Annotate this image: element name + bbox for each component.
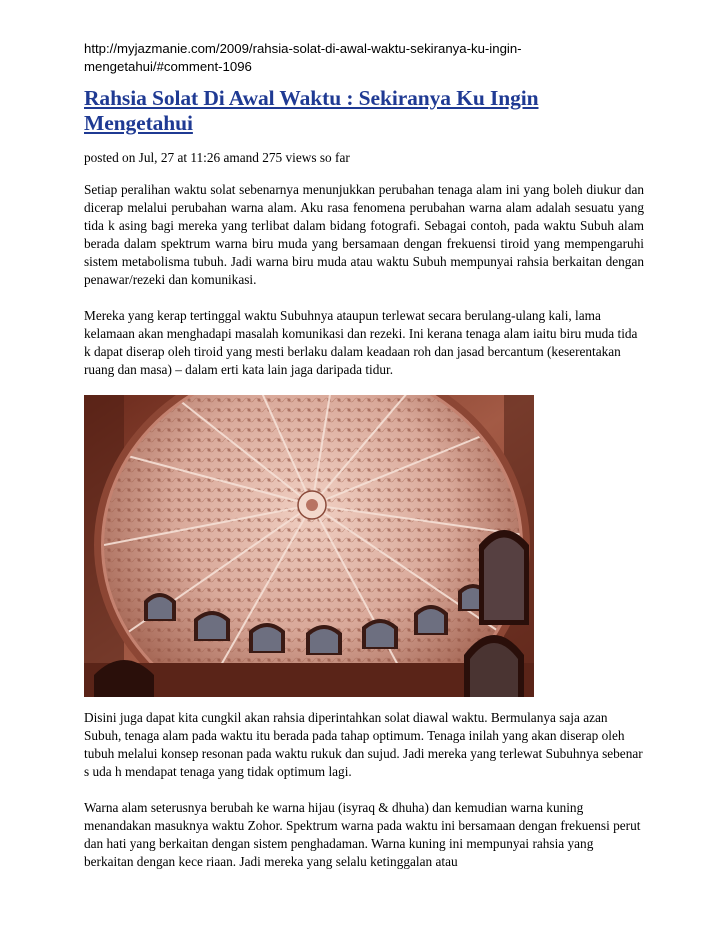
paragraph-3: Disini juga dapat kita cungkil akan rahsia diperintahkan solat diawal waktu. Bermulanya saja azan Subuh, tenaga alam pada waktu itu berada pada tahap optimum. Tenaga inilah yang akan diserap oleh tubuh melalui konsep resonan pada waktu rukuk dan sujud. Jadi mereka yang terlewat Subuhnya sebenar s uda h mendapat tenaga yang tidak optimum lagi. xyxy=(84,710,643,779)
paragraph-4: Warna alam seterusnya berubah ke warna hijau (isyraq & dhuha) dan kemudian warna kuning menandakan masuknya waktu Zohor. Spektrum warna pada waktu ini bersamaan dengan frekuensi perut dan hati yang berkaitan dengan sistem penghadaman. Warna kuning ini mempunyai rahsia yang berkaitan dengan kece riaan. Jadi mereka yang selalu ketinggalan atau xyxy=(84,800,641,869)
paragraph-2: Mereka yang kerap tertinggal waktu Subuhnya ataupun terlewat secara berulang-ulang kali, lama kelamaan akan menghadapi masalah komunikasi dan rezeki. Ini kerana tenaga alam iaitu biru muda tida k dapat diserap oleh tiroid yang mesti berlaku dalam keadaan roh dan jasad bercantum (keserentakan ruang dan masa) – dalam erti kata lain jaga daripada tidur. xyxy=(84,308,638,377)
mosque-dome-photo xyxy=(84,395,534,697)
side-lattice-window xyxy=(479,530,529,625)
document-page xyxy=(84,40,644,889)
post-meta: posted on Jul, 27 at 11:26 amand 275 views so far xyxy=(84,150,350,165)
source-url-line-2: mengetahui/#comment-1096 xyxy=(84,59,252,74)
source-url-line-1: http://myjazmanie.com/2009/rahsia-solat-di-awal-waktu-sekiranya-ku-ingin- xyxy=(84,41,522,56)
paragraph-1: Setiap peralihan waktu solat sebenarnya menunjukkan perubahan tenaga alam ini yang boleh diukur dan dicerap melalui perubahan warna alam. Aku rasa fenomena perubahan warna alam adalah sesuatu yang tida k asing bagi mereka yang terlibat dalam bidang fotografi. Sebagai contoh, pada waktu Subuh alam berada dalam spektrum warna biru muda yang bersamaan dengan frekuensi tiroid yang mempengaruhi sistem metabolisma tubuh. Jadi warna biru muda atau waktu Subuh mempunyai rahsia berkaitan dengan penawar/rezeki dan komunikasi. xyxy=(84,182,644,287)
article-title[interactable] xyxy=(84,86,644,136)
dome-illustration xyxy=(84,395,534,697)
source-url[interactable] xyxy=(84,40,644,76)
article-title-line-1: Rahsia Solat Di Awal Waktu : Sekiranya Ku Ingin xyxy=(84,86,539,110)
article-title-line-2: Mengetahui xyxy=(84,111,193,135)
